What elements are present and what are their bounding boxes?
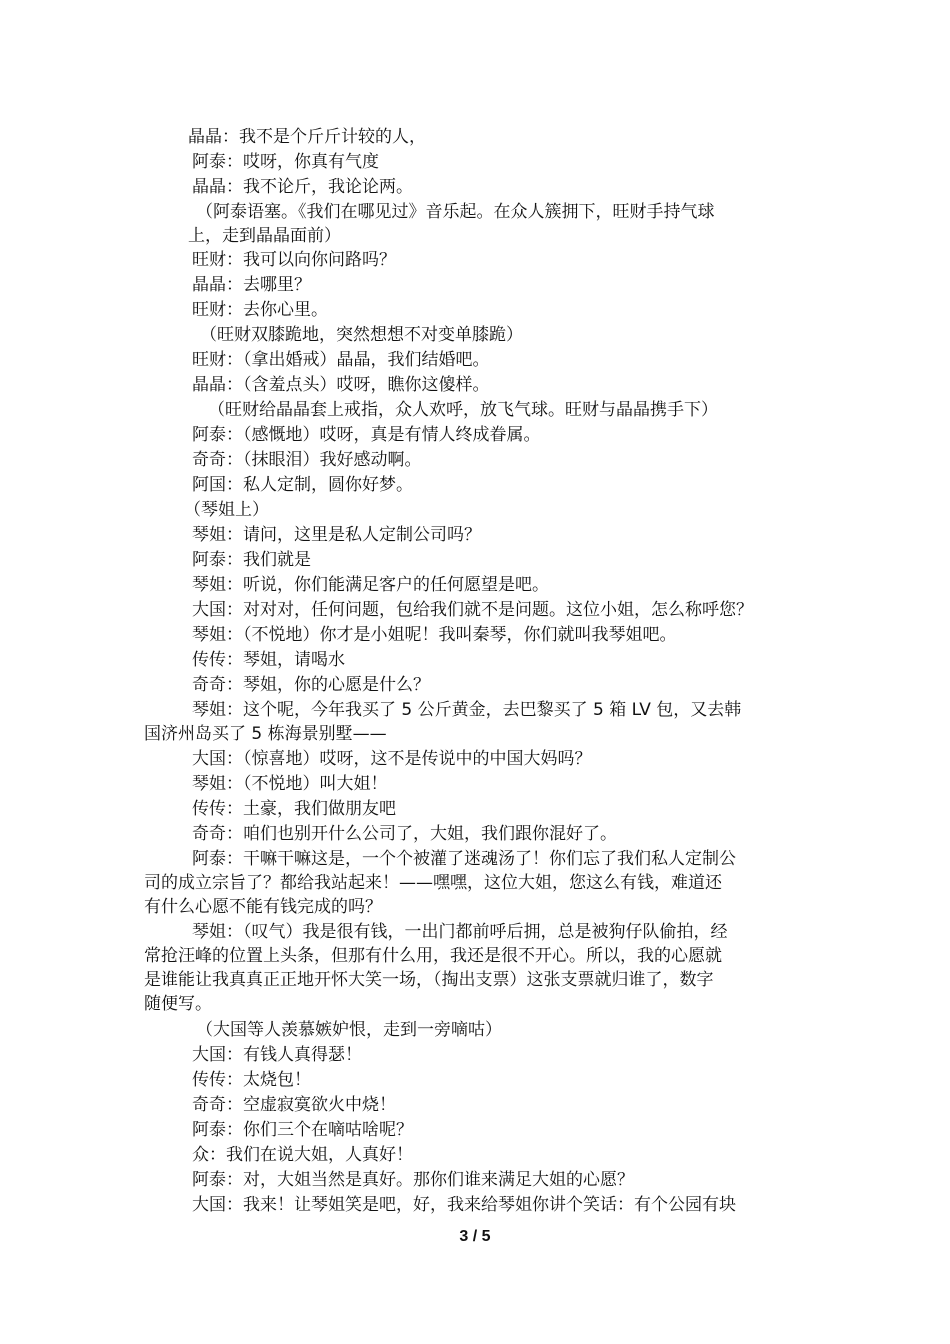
text-line: 司的成立宗旨了？都给我站起来！——嘿嘿，这位大姐，您这么有钱，难道还 <box>144 873 722 893</box>
text-line: 阿国：私人定制，圆你好梦。 <box>192 475 413 495</box>
text-line: 上，走到晶晶面前） <box>188 226 341 246</box>
text-line: 传传：太烧包！ <box>192 1070 311 1090</box>
text-line: （大国等人羡慕嫉妒恨，走到一旁嘀咕） <box>196 1020 502 1040</box>
text-line: 旺财：（拿出婚戒）晶晶，我们结婚吧。 <box>192 350 490 370</box>
text-line: 阿泰：对，大姐当然是真好。那你们谁来满足大姐的心愿？ <box>192 1170 634 1190</box>
text-line: （阿泰语塞。《我们在哪见过》音乐起。在众人簇拥下，旺财手持气球 <box>196 202 715 222</box>
text-line: 阿泰：哎呀，你真有气度 <box>192 152 379 172</box>
text-line: 随便写。 <box>144 994 212 1014</box>
page-number: 3 / 5 <box>459 1228 491 1245</box>
text-line: 琴姐：（不悦地）叫大姐！ <box>192 774 388 794</box>
text-line: 大国：对对对，任何问题，包给我们就不是问题。这位小姐，怎么称呼您？ <box>192 600 753 620</box>
text-line: 旺财：我可以向你问路吗？ <box>192 250 396 270</box>
text-line: 阿泰：（感慨地）哎呀，真是有情人终成眷属。 <box>192 425 541 445</box>
text-line: 大国：有钱人真得瑟！ <box>192 1045 362 1065</box>
text-line: 旺财：去你心里。 <box>192 300 328 320</box>
text-line: 大国：我来！让琴姐笑是吧，好，我来给琴姐你讲个笑话：有个公园有块 <box>192 1195 736 1215</box>
text-line: 琴姐：听说，你们能满足客户的任何愿望是吧。 <box>192 575 549 595</box>
text-line: 奇奇：（抹眼泪）我好感动啊。 <box>192 450 422 470</box>
text-line: 常抢汪峰的位置上头条，但那有什么用，我还是很不开心。所以，我的心愿就 <box>144 946 722 966</box>
text-line: 晶晶：去哪里？ <box>192 275 311 295</box>
text-line: 传传：琴姐，请喝水 <box>192 650 345 670</box>
text-line: 大国：（惊喜地）哎呀，这不是传说中的中国大妈吗？ <box>192 749 592 769</box>
text-line: 琴姐：这个呢，今年我买了 5 公斤黄金，去巴黎买了 5 箱 LV 包，又去韩 <box>192 700 742 720</box>
text-line: 众：我们在说大姐，人真好！ <box>192 1145 413 1165</box>
text-line: （琴姐上） <box>184 500 269 520</box>
text-line: 晶晶：（含羞点头）哎呀，瞧你这傻样。 <box>192 375 490 395</box>
text-line: 阿泰：我们就是 <box>192 550 311 570</box>
text-line: 晶晶：我不论斤，我论论两。 <box>192 177 413 197</box>
text-line: 琴姐：请问，这里是私人定制公司吗？ <box>192 525 481 545</box>
text-line: （旺财双膝跪地，突然想想不对变单膝跪） <box>200 325 523 345</box>
text-line: 琴姐：（不悦地）你才是小姐呢！我叫秦琴，你们就叫我琴姐吧。 <box>192 625 677 645</box>
text-line: 奇奇：空虚寂寞欲火中烧！ <box>192 1095 396 1115</box>
text-line: 传传：土豪，我们做朋友吧 <box>192 799 396 819</box>
text-line: 国济州岛买了 5 栋海景别墅—— <box>144 724 387 744</box>
text-line: 奇奇：琴姐，你的心愿是什么？ <box>192 675 430 695</box>
text-line: 是谁能让我真真正正地开怀大笑一场，（掏出支票）这张支票就归谁了，数字 <box>144 970 714 990</box>
text-line: （旺财给晶晶套上戒指，众人欢呼，放飞气球。旺财与晶晶携手下） <box>208 400 718 420</box>
text-line: 琴姐：（叹气）我是很有钱，一出门都前呼后拥，总是被狗仔队偷拍，经 <box>192 922 728 942</box>
text-line: 晶晶：我不是个斤斤计较的人， <box>188 127 426 147</box>
text-line: 阿泰：你们三个在嘀咕啥呢？ <box>192 1120 413 1140</box>
text-line: 有什么心愿不能有钱完成的吗？ <box>144 897 382 917</box>
text-line: 奇奇：咱们也别开什么公司了，大姐，我们跟你混好了。 <box>192 824 617 844</box>
text-line: 阿泰：干嘛干嘛这是，一个个被灌了迷魂汤了！你们忘了我们私人定制公 <box>192 849 736 869</box>
